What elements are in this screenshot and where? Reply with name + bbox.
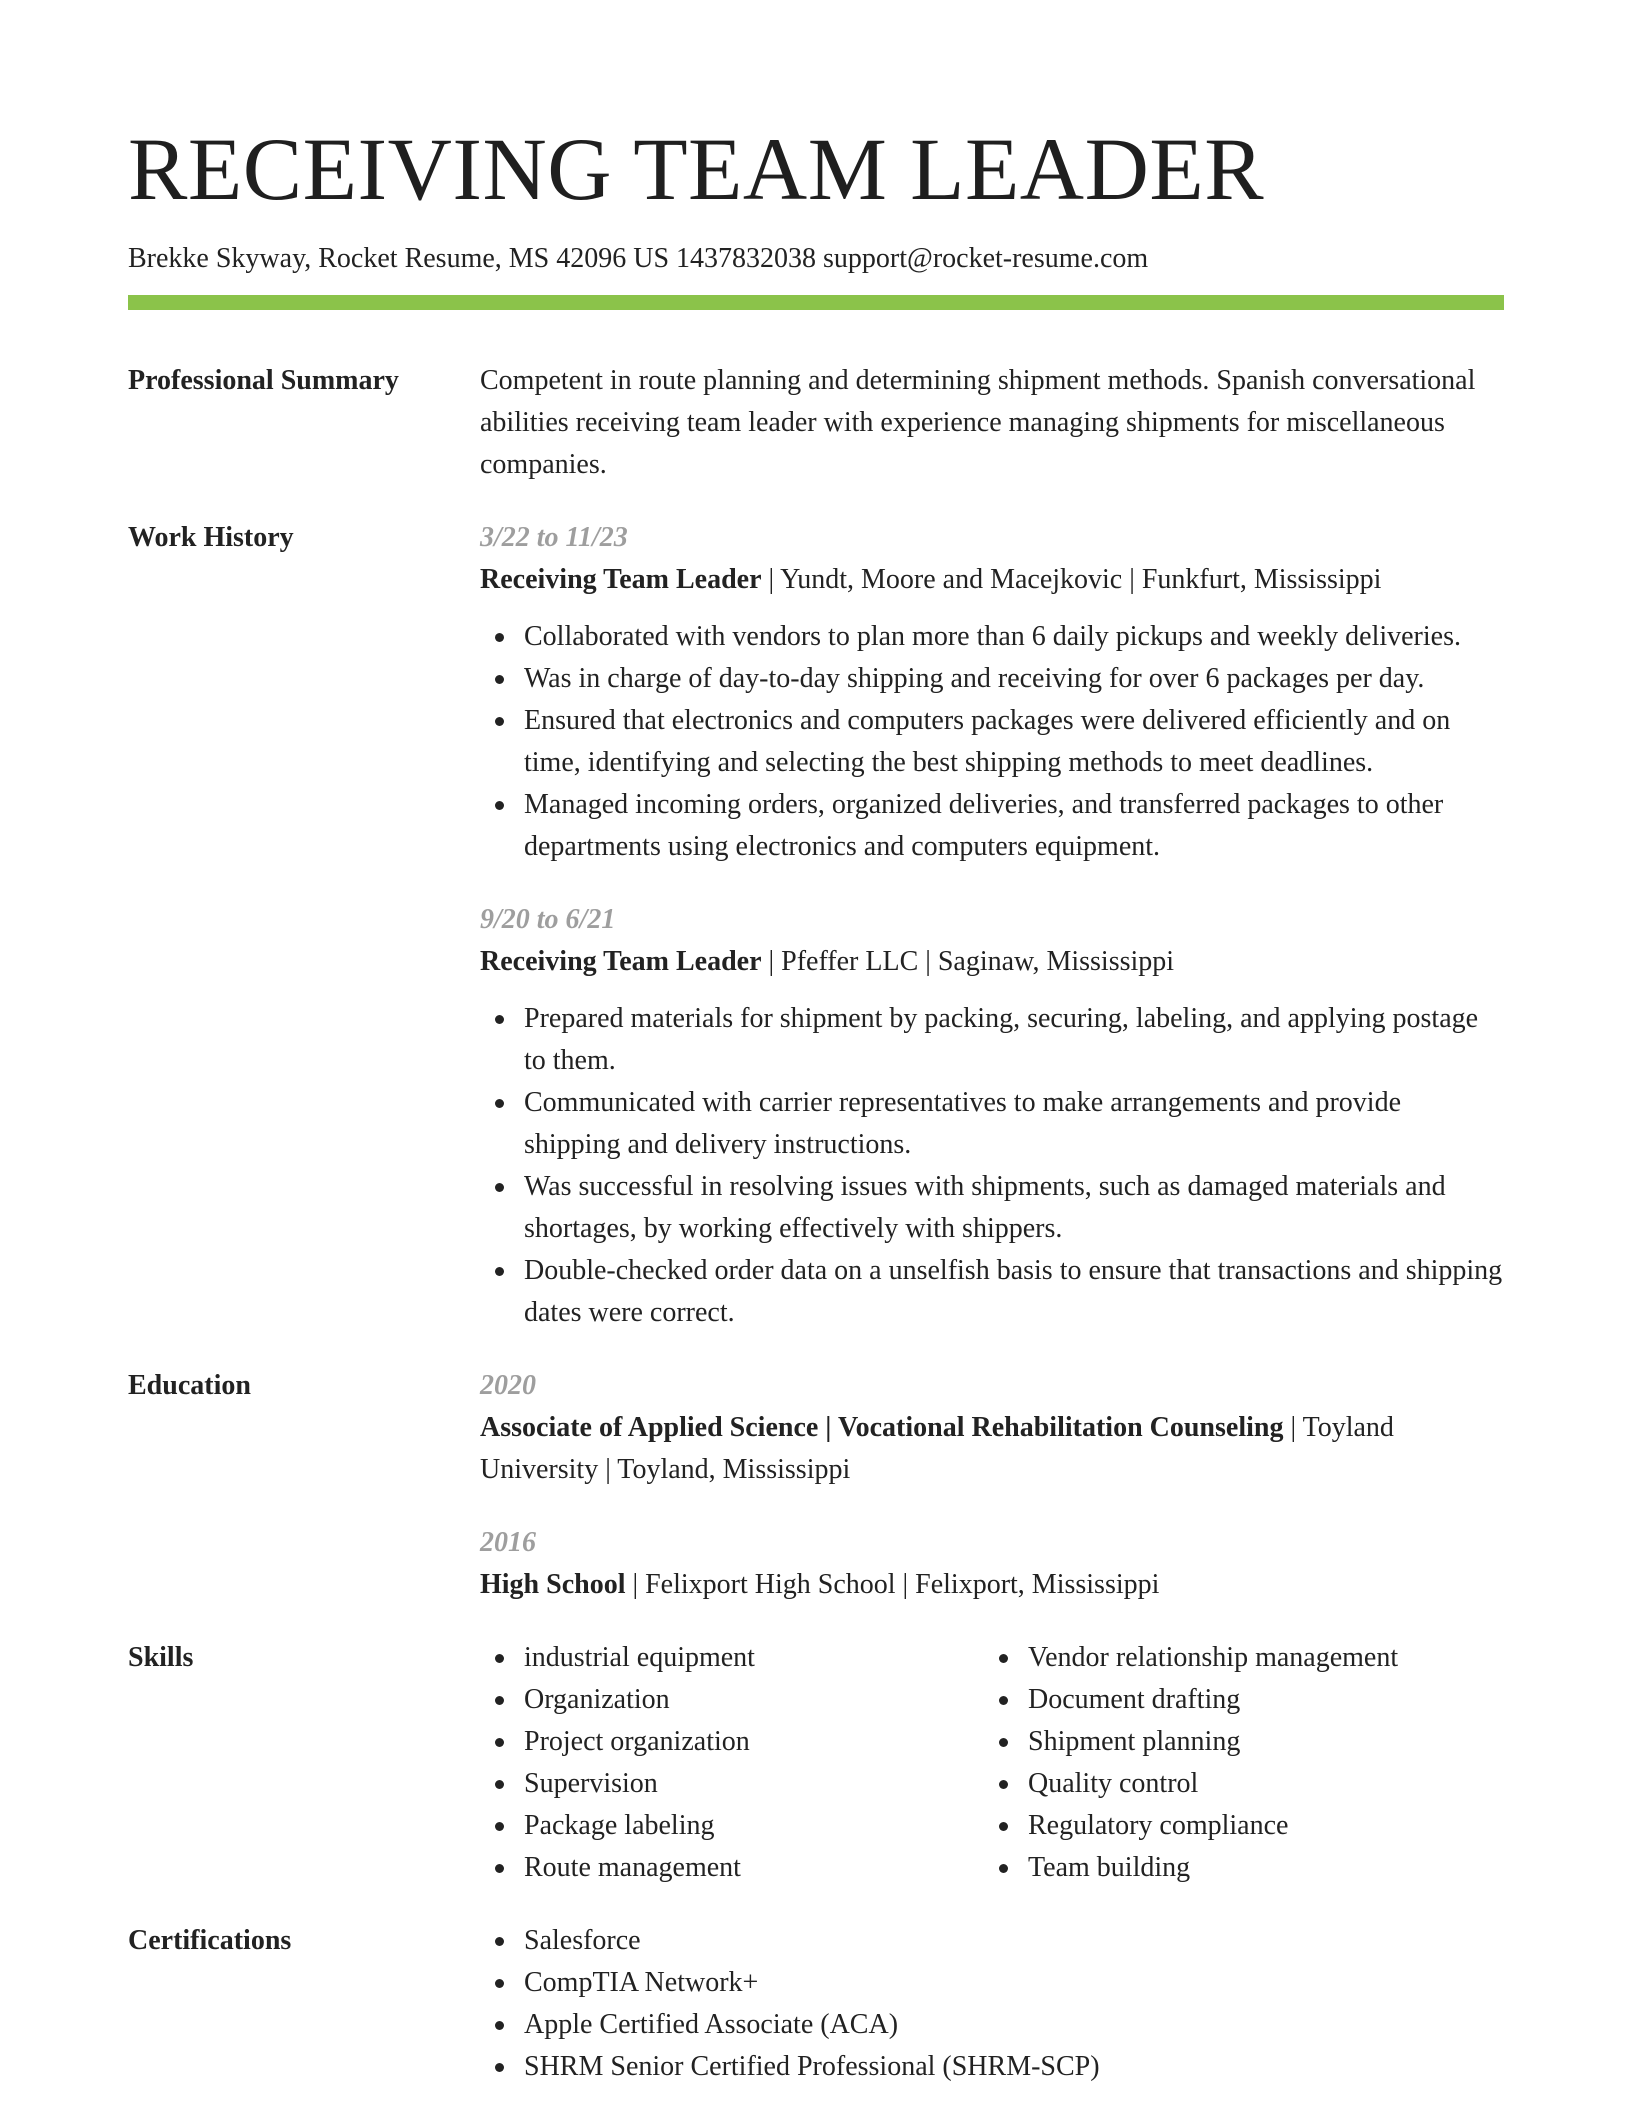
job-title: Receiving Team Leader — [480, 564, 762, 595]
list-item: Project organization — [480, 1721, 984, 1763]
list-item: Collaborated with vendors to plan more than 6 daily pickups and weekly deliveries. — [480, 616, 1504, 658]
summary-section — [128, 360, 1504, 486]
list-item: Document drafting — [984, 1679, 1488, 1721]
list-item: Ensured that electronics and computers packages were delivered efficiently and on time, identifying and selecting the best shipping methods to meet deadlines. — [480, 700, 1504, 784]
work-body — [480, 517, 1504, 1334]
list-item: Vendor relationship management — [984, 1637, 1488, 1679]
job-heading — [480, 559, 1504, 601]
skills-right-column — [984, 1637, 1488, 1889]
degree-title: Associate of Applied Science | Vocational Rehabilitation Counseling — [480, 1412, 1284, 1443]
job-date: 3/22 to 11/23 — [480, 522, 628, 553]
certifications-section — [128, 1920, 1504, 2088]
resume-page — [128, 0, 1504, 2088]
job-bullets — [480, 616, 1504, 868]
work-section — [128, 517, 1504, 1334]
skills-section — [128, 1637, 1504, 1889]
list-item: Regulatory compliance — [984, 1805, 1488, 1847]
education-entry — [480, 1522, 1504, 1606]
skills-grid — [480, 1637, 1504, 1889]
education-heading — [480, 1407, 1504, 1491]
summary-label: Professional Summary — [128, 365, 399, 396]
list-item: Quality control — [984, 1763, 1488, 1805]
list-item: CompTIA Network+ — [480, 1962, 1504, 2004]
list-item: Apple Certified Associate (ACA) — [480, 2004, 1504, 2046]
list-item: Team building — [984, 1847, 1488, 1889]
certifications-list — [480, 1920, 1504, 2088]
list-item: industrial equipment — [480, 1637, 984, 1679]
skills-body — [480, 1637, 1504, 1889]
list-item: Package labeling — [480, 1805, 984, 1847]
list-item: Was in charge of day-to-day shipping and receiving for over 6 packages per day. — [480, 658, 1504, 700]
education-section — [128, 1365, 1504, 1606]
resume-title: RECEIVING TEAM LEADER — [128, 121, 1265, 219]
education-date: 2016 — [480, 1527, 536, 1558]
education-body — [480, 1365, 1504, 1606]
job-title: Receiving Team Leader — [480, 946, 762, 977]
job-details: | Yundt, Moore and Macejkovic | Funkfurt, Mississippi — [761, 564, 1382, 595]
job-details: | Pfeffer LLC | Saginaw, Mississippi — [761, 946, 1175, 977]
job-bullets — [480, 998, 1504, 1334]
list-item: Was successful in resolving issues with shipments, such as damaged materials and shortages, by working effectively with shippers. — [480, 1166, 1504, 1250]
job-entry — [480, 517, 1504, 868]
list-item: Route management — [480, 1847, 984, 1889]
list-item: Prepared materials for shipment by packing, securing, labeling, and applying postage to them. — [480, 998, 1504, 1082]
contact-line: Brekke Skyway, Rocket Resume, MS 42096 US 1437832038 support@rocket-resume.com — [128, 243, 1149, 274]
list-item: Organization — [480, 1679, 984, 1721]
job-entry — [480, 899, 1504, 1334]
list-item: Supervision — [480, 1763, 984, 1805]
list-item: SHRM Senior Certified Professional (SHRM-SCP) — [480, 2046, 1504, 2088]
work-label: Work History — [128, 522, 294, 553]
list-item: Salesforce — [480, 1920, 1504, 1962]
list-item: Managed incoming orders, organized deliveries, and transferred packages to other departments using electronics and computers equipment. — [480, 784, 1504, 868]
skills-label: Skills — [128, 1642, 194, 1673]
education-heading — [480, 1564, 1504, 1606]
skills-left-column — [480, 1637, 984, 1889]
header-divider — [128, 295, 1504, 310]
job-heading — [480, 941, 1504, 983]
degree-title: High School — [480, 1569, 626, 1600]
list-item: Double-checked order data on a unselfish basis to ensure that transactions and shipping dates were correct. — [480, 1250, 1504, 1334]
certifications-label: Certifications — [128, 1925, 292, 1956]
education-entry — [480, 1365, 1504, 1491]
list-item: Communicated with carrier representatives to make arrangements and provide shipping and delivery instructions. — [480, 1082, 1504, 1166]
education-details: | Felixport High School | Felixport, Mississippi — [625, 1569, 1160, 1600]
education-label: Education — [128, 1370, 251, 1401]
job-date: 9/20 to 6/21 — [480, 904, 616, 935]
summary-text: Competent in route planning and determining shipment methods. Spanish conversational abilities receiving team leader with experience managing shipments for miscellaneous companies. — [480, 365, 1476, 480]
list-item: Shipment planning — [984, 1721, 1488, 1763]
education-details: | Toyland University | Toyland, Mississippi — [480, 1412, 1394, 1485]
education-date: 2020 — [480, 1370, 536, 1401]
certifications-body — [480, 1920, 1504, 2088]
